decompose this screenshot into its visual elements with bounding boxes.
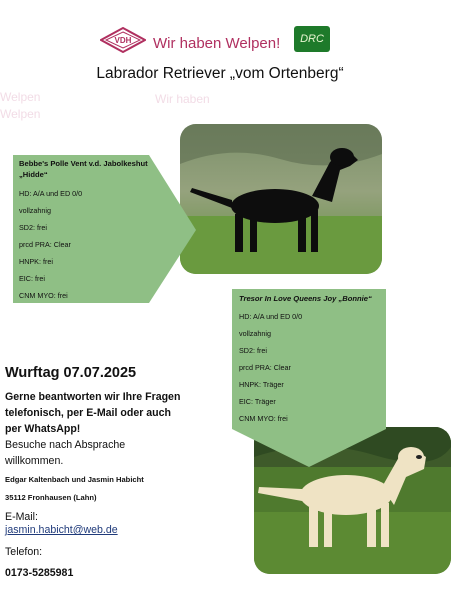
dam-fact: SD2: frei (239, 346, 267, 355)
dam-fact: prcd PRA: Clear (239, 363, 291, 372)
phone-label: Telefon: (5, 546, 43, 558)
watermark-left-1: Welpen (0, 90, 41, 104)
email-label: E-Mail: (5, 511, 38, 523)
owners: Edgar Kaltenbach und Jasmin Habicht (5, 475, 144, 484)
drc-logo: DRC (294, 26, 330, 52)
dam-fact: EIC: Träger (239, 397, 276, 406)
dam-fact: HNPK: Träger (239, 380, 284, 389)
email-link[interactable]: jasmin.habicht@web.de (5, 524, 118, 536)
dam-name: Tresor In Love Queens Joy „Bonnie“ (239, 294, 372, 303)
sire-name: Bebbe's Polle Vent v.d. Jabolkeshut (19, 159, 148, 168)
sire-fact: HD: A/A und ED 0/0 (19, 189, 83, 198)
dam-fact: vollzahnig (239, 329, 271, 338)
sire-fact: prcd PRA: Clear (19, 240, 71, 249)
photo-black-labrador (180, 124, 382, 274)
watermark-left-2: Welpen (0, 107, 41, 121)
phone-number: 0173-5285981 (5, 567, 74, 579)
sire-fact: EIC: frei (19, 274, 45, 283)
dam-fact: HD: A/A und ED 0/0 (239, 312, 303, 321)
watermark-center: Wir haben (155, 92, 210, 106)
sire-callname: „Hidde“ (19, 170, 48, 179)
sire-fact: SD2: frei (19, 223, 47, 232)
dam-panel (239, 294, 384, 429)
headline: Wir haben Welpen! (153, 35, 281, 52)
subhead: Labrador Retriever „vom Ortenberg“ (96, 65, 344, 82)
sire-fact: CNM MYO: frei (19, 291, 68, 300)
sire-fact: HNPK: frei (19, 257, 53, 266)
contact-text: Gerne beantworten wir Ihre Fragen telefonisch, per E-Mail oder auch per WhatsApp! (5, 391, 181, 435)
litter-date: Wurftag 07.07.2025 (5, 365, 137, 381)
vdh-logo-text: VDH (114, 36, 132, 45)
sire-fact: vollzahnig (19, 206, 51, 215)
dam-fact: CNM MYO: frei (239, 414, 288, 423)
sire-panel (19, 159, 179, 304)
visit-text: Besuche nach Absprache willkommen. (5, 439, 126, 467)
vdh-logo (100, 27, 146, 53)
address: 35112 Fronhausen (Lahn) (5, 493, 97, 502)
